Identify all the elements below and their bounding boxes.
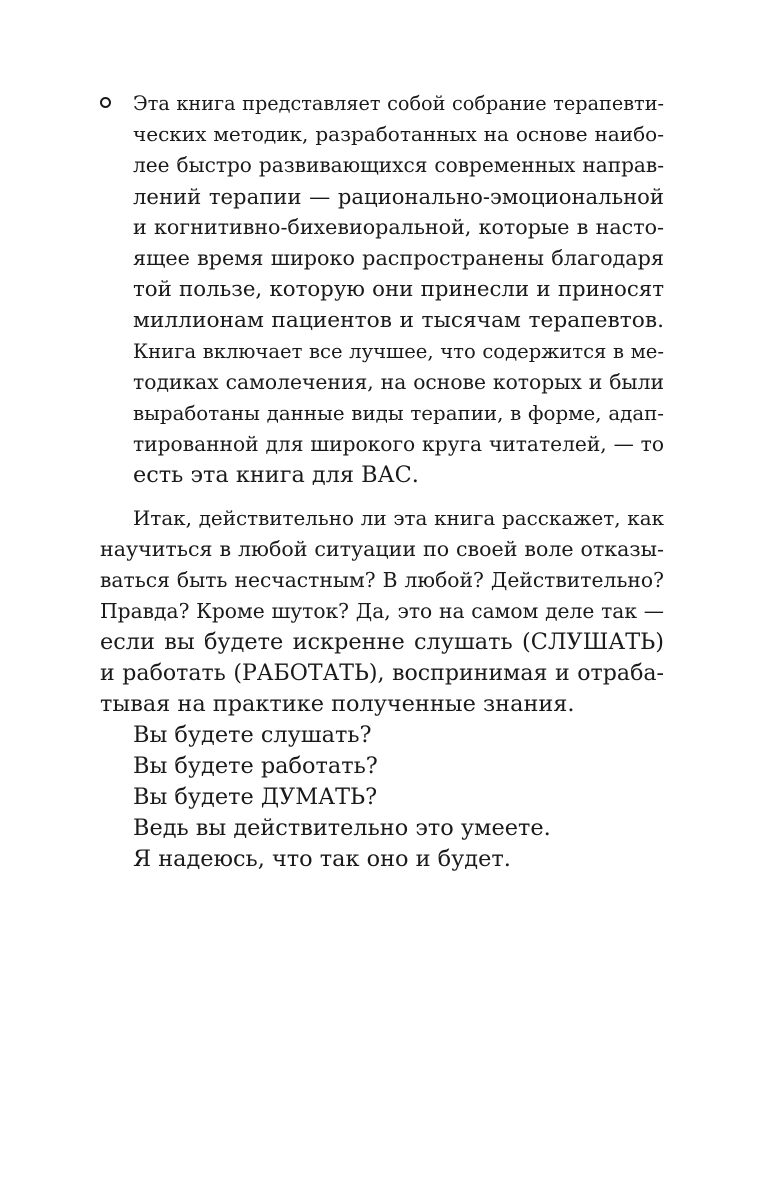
bullet-paragraph-text <box>133 88 664 491</box>
text-line: Вы будете слушать? <box>133 722 372 748</box>
main-paragraph <box>100 503 664 720</box>
short-lines <box>100 720 664 875</box>
text-line: Итак, действительно ли эта книга расскажет, как <box>133 507 664 530</box>
text-line: если вы будете искренне слушать (СЛУШАТЬ) <box>100 629 664 655</box>
text-line: ящее время широко распространены благодаря <box>133 246 664 270</box>
text-line: Книга включает все лучшее, что содержится в ме- <box>133 340 664 363</box>
text-line: тывая на практике полученные знания. <box>100 691 575 717</box>
text-line: и когнитивно-бихевиоральной, которые в насто- <box>133 215 664 239</box>
text-line: Эта книга представляет собой собрание терапевти- <box>133 92 664 115</box>
text-line: тодиках самолечения, на основе которых и были <box>133 370 664 394</box>
text-line: тированной для широкого круга читателей, — то <box>133 432 664 456</box>
text-line: лее быстро развивающихся современных направ- <box>133 153 664 177</box>
text-line: лений терапии — рационально-эмоциональной <box>133 184 664 209</box>
circle-bullet-icon <box>100 97 111 108</box>
text-line: научиться в любой ситуации по своей воле отказы- <box>100 537 664 561</box>
text-line: Ведь вы действительно это умеете. <box>133 815 551 841</box>
text-line: выработаны данные виды терапии, в форме, адап- <box>133 402 664 425</box>
text-line: ваться быть несчастным? В любой? Действительно? <box>100 568 664 592</box>
text-line: Вы будете работать? <box>133 753 378 779</box>
text-line: Я надеюсь, что так оно и будет. <box>133 846 511 872</box>
text-line: миллионам пациентов и тысячам терапевтов. <box>133 308 664 333</box>
text-line: и работать (РАБОТАТЬ), воспринимая и отраба- <box>100 661 664 686</box>
text-line: Правда? Кроме шуток? Да, это на самом деле так — <box>100 599 664 623</box>
text-line: Вы будете ДУМАТЬ? <box>133 784 378 810</box>
text-line: той пользе, которую они принесли и приносят <box>133 277 664 302</box>
text-line: ческих методик, разработанных на основе наибо- <box>133 122 664 146</box>
text-line: есть эта книга для ВАС. <box>133 462 419 488</box>
